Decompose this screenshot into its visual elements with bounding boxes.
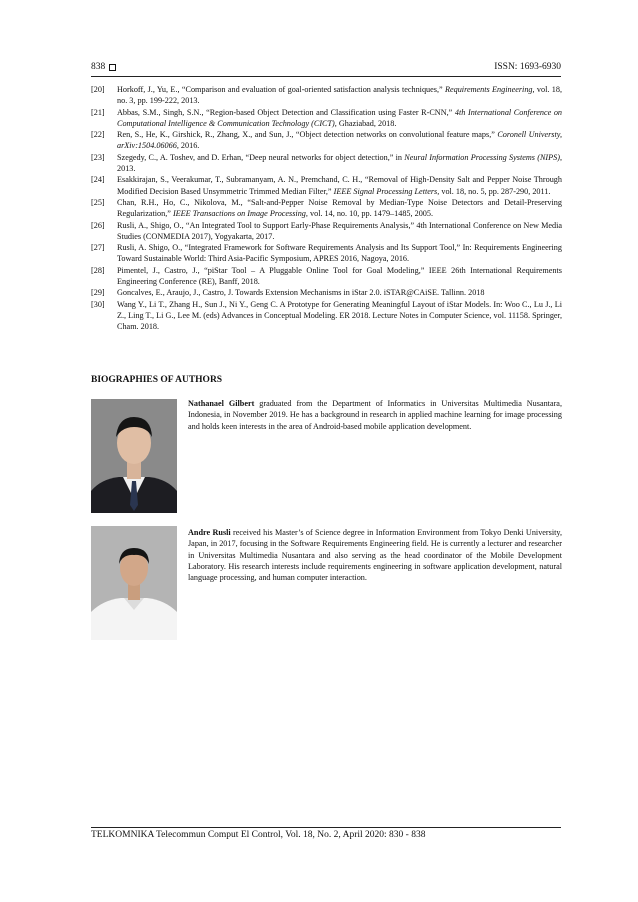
reference-number: [26] bbox=[91, 220, 105, 230]
reference-number: [21] bbox=[91, 107, 105, 117]
reference-number: [25] bbox=[91, 197, 105, 207]
biographies-heading: BIOGRAPHIES OF AUTHORS bbox=[91, 375, 223, 385]
reference-text: Rusli, A., Shigo, O., “An Integrated Tool to Support Early-Phase Requirements Analysis,” 4th International Conference on New Media Studies (CONMEDIA 2017), Yogyakarta, 2017. bbox=[117, 220, 562, 241]
reference-text: Chan, R.H., Ho, C., Nikolova, M., “Salt-and-Pepper Noise Removal by Median-Type Noise Detectors and Detail-Preserving Regularization,” IEEE Transactions on Image Processing, vol. 14, no. 10, pp. 1479–1485, 2005. bbox=[117, 197, 562, 219]
page-number: 838 bbox=[91, 62, 106, 72]
author-name: Nathanael Gilbert bbox=[188, 399, 255, 408]
author-photo-gilbert bbox=[91, 399, 177, 513]
page-header bbox=[91, 60, 561, 74]
reference-number: [22] bbox=[91, 130, 105, 140]
reference-number: [30] bbox=[91, 299, 105, 309]
reference-text: Pimentel, J., Castro, J., “piStar Tool – A Pluggable Online Tool for Goal Modeling,” IEEE 26th International Requirements Engineering Conference (RE), Banff, 2018. bbox=[117, 265, 562, 287]
reference-item bbox=[91, 197, 562, 220]
reference-list bbox=[91, 84, 562, 333]
reference-item bbox=[91, 152, 562, 175]
reference-text: Abbas, S.M., Singh, S.N., “Region-based Object Detection and Classification using Faster R-CNN,” 4th International Conference on Computational Intelligence & Communication Technology (CICT), Ghaziabad, 2018. bbox=[117, 107, 563, 128]
reference-number: [24] bbox=[91, 175, 105, 185]
reference-item bbox=[91, 84, 562, 107]
reference-text: Goncalves, E., Araujo, J., Castro, J. Towards Extension Mechanisms in iStar 2.0. iSTAR@CAiSE. Tallinn. 2018 bbox=[117, 288, 485, 298]
header-rule bbox=[91, 76, 561, 77]
footer-rule bbox=[91, 827, 561, 828]
reference-number: [23] bbox=[91, 152, 105, 162]
reference-item bbox=[91, 242, 562, 265]
reference-item bbox=[91, 174, 562, 197]
reference-item bbox=[91, 220, 562, 243]
page-footer: TELKOMNIKA Telecommun Comput El Control, Vol. 18, No. 2, April 2020: 830 - 838 bbox=[91, 830, 426, 840]
reference-number: [27] bbox=[91, 243, 105, 253]
reference-item bbox=[91, 299, 562, 333]
author-bio-text: received his Master’s of Science degree in Information Environment from Tokyo Denki University, Japan, in 2017, focusing in the Software Requirements Engineering field. He is currently a lecturer and researcher in Universitas Multimedia Nusantara and also serving as the head coordinator of the Mobile Development Laboratory. His research interests include requirements engineering in software application development, natural language processing, and human computer interaction. bbox=[188, 528, 563, 583]
portrait-image bbox=[91, 526, 177, 640]
portrait-image bbox=[91, 399, 177, 513]
author-photo-rusli bbox=[91, 526, 177, 640]
reference-text: Ren, S., He, K., Girshick, R., Zhang, X., and Sun, J., “Object detection networks on convolutional feature maps,” Coronell Universty, arXiv:1504.06066, 2016. bbox=[117, 130, 562, 151]
author-bio-gilbert bbox=[188, 398, 562, 432]
reference-item bbox=[91, 129, 562, 152]
reference-number: [29] bbox=[91, 288, 105, 298]
issn: ISSN: 1693-6930 bbox=[494, 62, 561, 72]
square-icon bbox=[109, 64, 116, 71]
reference-text: Rusli, A. Shigo, O., “Integrated Framework for Software Requirements Analysis and Its Support Tool,” In: Requirements Engineering Toward Sustainable World: Third Asia-Pacific Symposium, APRES 2016, Nagoya, 2016. bbox=[117, 243, 562, 264]
reference-number: [20] bbox=[91, 85, 105, 94]
reference-text: Szegedy, C., A. Toshev, and D. Erhan, “Deep neural networks for object detection,” in Neural Information Processing Systems (NIPS), 2013. bbox=[117, 152, 563, 174]
reference-item bbox=[91, 107, 562, 130]
header-left bbox=[91, 62, 116, 72]
author-bio-text: graduated from the Department of Informatics in Universitas Multimedia Nusantara, Indonesia, in November 2019. He has a background in research in applied machine learning for image processing and holds keen interests in the area of Android-based mobile application development. bbox=[188, 399, 562, 431]
reference-number: [28] bbox=[91, 265, 105, 275]
reference-text: Esakkirajan, S., Veerakumar, T., Subramanyam, A. N., Premchand, C. H., “Removal of High-Density Salt and Pepper Noise Through Modified Decision Based Unsymmetric Trimmed Median Filter,” IEEE Signal Processing Letters, vol. 18, no. 5, pp. 287-290, 2011. bbox=[117, 175, 562, 196]
reference-text: Horkoff, J., Yu, E., “Comparison and evaluation of goal-oriented satisfaction analysis techniques,” Requirements Engineering, vol. 18, no. 3, pp. 199-222, 2013. bbox=[117, 85, 562, 106]
reference-text: Wang Y., Li T., Zhang H., Sun J., Ni Y., Geng C. A Prototype for Generating Meaningful Layout of iStar Models. In: Woo C., Lu J., Li Z., Ling T., Li G., Lee M. (eds) Advances in Conceptual Modeling. ER 2018. Lecture Notes in Computer Science, vol. 11158. Springer, Cham. 2018. bbox=[117, 299, 562, 332]
reference-item bbox=[91, 287, 562, 298]
author-name: Andre Rusli bbox=[188, 528, 231, 537]
author-bio-rusli bbox=[188, 527, 562, 583]
reference-item bbox=[91, 265, 562, 288]
